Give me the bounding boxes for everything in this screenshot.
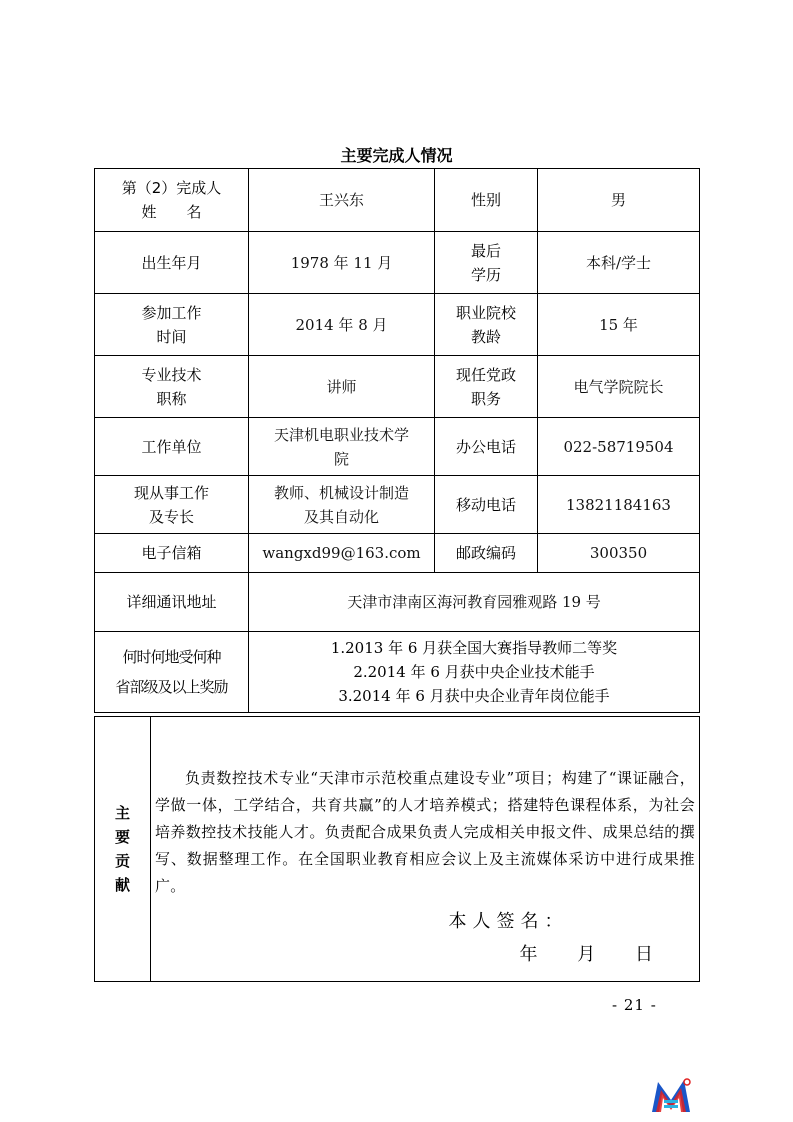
mobile-value: 13821184163 xyxy=(538,476,700,534)
award-item: 2.2014 年 6 月获中央企业技术能手 xyxy=(353,663,595,681)
teaching-age-label: 职业院校 教龄 xyxy=(435,294,538,356)
row-address xyxy=(95,573,700,632)
row-contribution xyxy=(95,717,700,982)
address-label: 详细通讯地址 xyxy=(95,573,249,632)
professional-title-value: 讲师 xyxy=(249,356,435,418)
row-birth xyxy=(95,232,700,294)
specialty-value: 教师、机械设计制造 及其自动化 xyxy=(249,476,435,534)
date-day: 日 xyxy=(635,944,653,965)
contribution-cell xyxy=(151,717,700,982)
current-post-value: 电气学院院长 xyxy=(538,356,700,418)
award-item: 1.2013 年 6 月获全国大赛指导教师二等奖 xyxy=(330,639,618,657)
zip-label: 邮政编码 xyxy=(435,534,538,573)
birth-label: 出生年月 xyxy=(95,232,249,294)
row-name xyxy=(95,169,700,232)
contribution-text: 负责数控技术专业“天津市示范校重点建设专业”项目；构建了“课证融合，学做一体，工学结合，共育共赢”的人才培养模式；搭建特色课程体系，为社会培养数控技术技能人才。负责配合成果负责人完成相关申报文件、成果总结的撰写、数据整理工作。在全国职业教育相应会议上及主流媒体采访中进行成果推广。 xyxy=(155,768,695,895)
name-value: 王兴东 xyxy=(249,169,435,232)
specialty-label: 现从事工作 及专长 xyxy=(95,476,249,534)
office-phone-label: 办公电话 xyxy=(435,418,538,476)
mobile-label: 移动电话 xyxy=(435,476,538,534)
date-year: 年 xyxy=(519,944,538,965)
page-number: - 21 - xyxy=(612,996,657,1014)
awards-list xyxy=(249,632,700,713)
employer-label: 工作单位 xyxy=(95,418,249,476)
award-item: 3.2014 年 6 月获中央企业青年岗位能手 xyxy=(338,687,610,705)
row-awards xyxy=(95,632,700,713)
row-title xyxy=(95,356,700,418)
signature-date xyxy=(486,943,653,967)
signature-label: 本人签名： xyxy=(448,910,569,932)
address-value: 天津市津南区海河教育园雅观路 19 号 xyxy=(249,573,700,632)
current-post-label: 现任党政 职务 xyxy=(435,356,538,418)
row-work-start xyxy=(95,294,700,356)
zip-value: 300350 xyxy=(538,534,700,573)
work-start-label: 参加工作 时间 xyxy=(95,294,249,356)
row-email xyxy=(95,534,700,573)
email-value: wangxd99@163.com xyxy=(249,534,435,573)
education-label: 最后 学历 xyxy=(435,232,538,294)
date-month: 月 xyxy=(577,944,596,965)
completer-info-table xyxy=(94,168,700,713)
education-value: 本科/学士 xyxy=(538,232,700,294)
publisher-logo-icon xyxy=(650,1076,692,1114)
professional-title-label: 专业技术 职称 xyxy=(95,356,249,418)
contribution-side-label: 主 要 贡 献 xyxy=(95,717,151,982)
row-specialty xyxy=(95,476,700,534)
gender-label: 性别 xyxy=(435,169,538,232)
employer-value: 天津机电职业技术学 院 xyxy=(249,418,435,476)
awards-label: 何时何地受何种 省部级及以上奖励 xyxy=(95,632,249,713)
birth-value: 1978 年 11 月 xyxy=(249,232,435,294)
row-employer xyxy=(95,418,700,476)
completer-label: 第（2）完成人 姓 名 xyxy=(95,169,249,232)
email-label: 电子信箱 xyxy=(95,534,249,573)
gender-value: 男 xyxy=(538,169,700,232)
page-title: 主要完成人情况 xyxy=(340,146,453,165)
contribution-table xyxy=(94,716,700,982)
teaching-age-value: 15 年 xyxy=(538,294,700,356)
office-phone-value: 022-58719504 xyxy=(538,418,700,476)
work-start-value: 2014 年 8 月 xyxy=(249,294,435,356)
